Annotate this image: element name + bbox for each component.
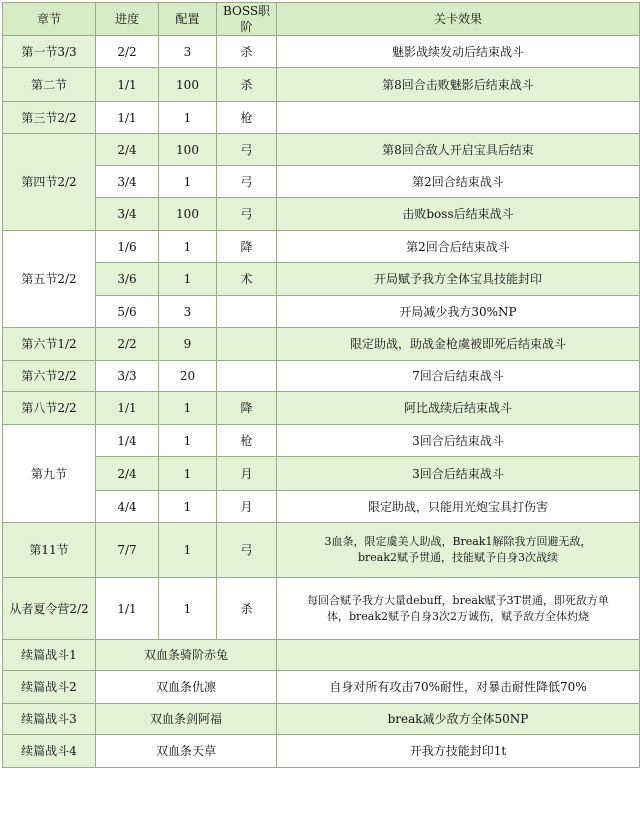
chapter-cell: 第二节 bbox=[3, 68, 96, 102]
table-row bbox=[3, 704, 640, 735]
effect-cell: 限定助战，助战金枪虞被即死后结束战斗 bbox=[277, 328, 640, 361]
chapter-cell: 第一节3/3 bbox=[3, 36, 96, 68]
header-chapter: 章节 bbox=[3, 3, 96, 36]
progress-cell: 1/4 bbox=[96, 425, 159, 457]
progress-cell: 1/1 bbox=[96, 68, 159, 102]
progress-cell: 3/6 bbox=[96, 263, 159, 296]
effect-cell: 第8回合击败魅影后结束战斗 bbox=[277, 68, 640, 102]
chapter-cell: 第五节2/2 bbox=[3, 231, 96, 328]
effect-line: 每回合赋予我方大量debuff，break赋予3T贯通，即死敌方单 bbox=[307, 593, 609, 607]
table-row bbox=[3, 578, 640, 640]
progress-cell: 5/6 bbox=[96, 296, 159, 328]
config-cell: 9 bbox=[159, 328, 217, 361]
stage-effects-table bbox=[2, 2, 640, 768]
config-cell: 1 bbox=[159, 166, 217, 198]
config-cell: 20 bbox=[159, 361, 217, 392]
table-header-row bbox=[3, 3, 640, 36]
boss-class-cell: 杀 bbox=[217, 36, 277, 68]
effect-cell: 第2回合后结束战斗 bbox=[277, 231, 640, 263]
config-cell: 1 bbox=[159, 457, 217, 491]
effect-cell: 限定助战，只能用光炮宝具打伤害 bbox=[277, 491, 640, 523]
boss-class-cell: 月 bbox=[217, 491, 277, 523]
progress-cell: 1/1 bbox=[96, 392, 159, 425]
boss-class-cell: 弓 bbox=[217, 134, 277, 166]
effect-cell: 第2回合结束战斗 bbox=[277, 166, 640, 198]
table-row bbox=[3, 102, 640, 134]
progress-cell: 4/4 bbox=[96, 491, 159, 523]
boss-class-cell: 弓 bbox=[217, 198, 277, 231]
config-cell: 1 bbox=[159, 523, 217, 578]
boss-class-cell: 枪 bbox=[217, 102, 277, 134]
effect-cell: 3回合后结束战斗 bbox=[277, 425, 640, 457]
table-row bbox=[3, 457, 640, 491]
table-row bbox=[3, 640, 640, 671]
progress-cell: 2/4 bbox=[96, 134, 159, 166]
effect-cell bbox=[277, 102, 640, 134]
progress-cell: 3/3 bbox=[96, 361, 159, 392]
table-row bbox=[3, 231, 640, 263]
table-row bbox=[3, 134, 640, 166]
effect-cell: 开局减少我方30%NP bbox=[277, 296, 640, 328]
table-row bbox=[3, 361, 640, 392]
boss-class-cell: 弓 bbox=[217, 523, 277, 578]
table-row bbox=[3, 523, 640, 578]
effect-line: 3血条，限定虞美人助战，Break1解除我方回避无敌， bbox=[324, 535, 592, 548]
effect-cell: 7回合后结束战斗 bbox=[277, 361, 640, 392]
progress-cell: 2/4 bbox=[96, 457, 159, 491]
effect-line: 体，break2赋予自身3次2万诚伤，赋予敌方全体灼烧 bbox=[326, 609, 590, 623]
chapter-cell: 续篇战斗4 bbox=[3, 735, 96, 768]
header-effect: 关卡效果 bbox=[277, 3, 640, 36]
progress-cell: 1/1 bbox=[96, 102, 159, 134]
config-cell: 3 bbox=[159, 36, 217, 68]
table-row bbox=[3, 68, 640, 102]
boss-class-cell: 弓 bbox=[217, 166, 277, 198]
config-cell: 1 bbox=[159, 425, 217, 457]
progress-cell: 1/6 bbox=[96, 231, 159, 263]
boss-class-cell: 杀 bbox=[217, 578, 277, 640]
progress-cell: 7/7 bbox=[96, 523, 159, 578]
config-cell: 100 bbox=[159, 68, 217, 102]
chapter-cell: 第11节 bbox=[3, 523, 96, 578]
table-row bbox=[3, 671, 640, 704]
effect-cell: break减少敌方全体50NP bbox=[277, 704, 640, 735]
effect-cell: 开我方技能封印1t bbox=[277, 735, 640, 768]
boss-class-cell bbox=[217, 328, 277, 361]
config-cell: 1 bbox=[159, 263, 217, 296]
chapter-cell: 第八节2/2 bbox=[3, 392, 96, 425]
effect-cell: 魅影战续发动后结束战斗 bbox=[277, 36, 640, 68]
boss-class-cell: 降 bbox=[217, 231, 277, 263]
boss-class-cell: 术 bbox=[217, 263, 277, 296]
boss-class-cell: 杀 bbox=[217, 68, 277, 102]
table-row bbox=[3, 166, 640, 198]
progress-cell: 1/1 bbox=[96, 578, 159, 640]
effect-cell: 第8回合敌人开启宝具后结束 bbox=[277, 134, 640, 166]
table-row bbox=[3, 735, 640, 768]
table-row bbox=[3, 392, 640, 425]
table-row bbox=[3, 328, 640, 361]
chapter-cell: 续篇战斗1 bbox=[3, 640, 96, 671]
effect-line: break2赋予贯通，技能赋予自身3次战续 bbox=[357, 551, 559, 564]
chapter-cell: 第四节2/2 bbox=[3, 134, 96, 231]
boss-class-cell bbox=[217, 296, 277, 328]
config-cell: 100 bbox=[159, 198, 217, 231]
header-progress: 进度 bbox=[96, 3, 159, 36]
progress-cell: 2/2 bbox=[96, 328, 159, 361]
effect-cell: 击败boss后结束战斗 bbox=[277, 198, 640, 231]
detail-cell: 双血条剑阿福 bbox=[96, 704, 277, 735]
table-row bbox=[3, 425, 640, 457]
detail-cell: 双血条天草 bbox=[96, 735, 277, 768]
effect-cell: 自身对所有攻击70%耐性，对暴击耐性降低70% bbox=[277, 671, 640, 704]
config-cell: 1 bbox=[159, 231, 217, 263]
config-cell: 100 bbox=[159, 134, 217, 166]
detail-cell: 双血条骑阶赤兔 bbox=[96, 640, 277, 671]
table-row bbox=[3, 198, 640, 231]
effect-cell bbox=[277, 578, 640, 640]
effect-cell: 开局赋予我方全体宝具技能封印 bbox=[277, 263, 640, 296]
chapter-cell: 第三节2/2 bbox=[3, 102, 96, 134]
chapter-cell: 续篇战斗3 bbox=[3, 704, 96, 735]
progress-cell: 3/4 bbox=[96, 198, 159, 231]
progress-cell: 3/4 bbox=[96, 166, 159, 198]
config-cell: 1 bbox=[159, 578, 217, 640]
config-cell: 1 bbox=[159, 491, 217, 523]
table-row bbox=[3, 296, 640, 328]
config-cell: 3 bbox=[159, 296, 217, 328]
chapter-cell: 从者夏令营2/2 bbox=[3, 578, 96, 640]
progress-cell: 2/2 bbox=[96, 36, 159, 68]
chapter-cell: 第六节2/2 bbox=[3, 361, 96, 392]
table-row bbox=[3, 263, 640, 296]
boss-class-cell: 月 bbox=[217, 457, 277, 491]
config-cell: 1 bbox=[159, 392, 217, 425]
effect-cell bbox=[277, 640, 640, 671]
header-boss-class: BOSS职阶 bbox=[217, 3, 277, 36]
effect-cell bbox=[277, 523, 640, 578]
table-row bbox=[3, 491, 640, 523]
effect-cell: 阿比战续后结束战斗 bbox=[277, 392, 640, 425]
header-config: 配置 bbox=[159, 3, 217, 36]
effect-cell: 3回合后结束战斗 bbox=[277, 457, 640, 491]
boss-class-cell bbox=[217, 361, 277, 392]
boss-class-cell: 枪 bbox=[217, 425, 277, 457]
chapter-cell: 续篇战斗2 bbox=[3, 671, 96, 704]
boss-class-cell: 降 bbox=[217, 392, 277, 425]
detail-cell: 双血条仇凛 bbox=[96, 671, 277, 704]
table-row bbox=[3, 36, 640, 68]
chapter-cell: 第九节 bbox=[3, 425, 96, 523]
config-cell: 1 bbox=[159, 102, 217, 134]
chapter-cell: 第六节1/2 bbox=[3, 328, 96, 361]
